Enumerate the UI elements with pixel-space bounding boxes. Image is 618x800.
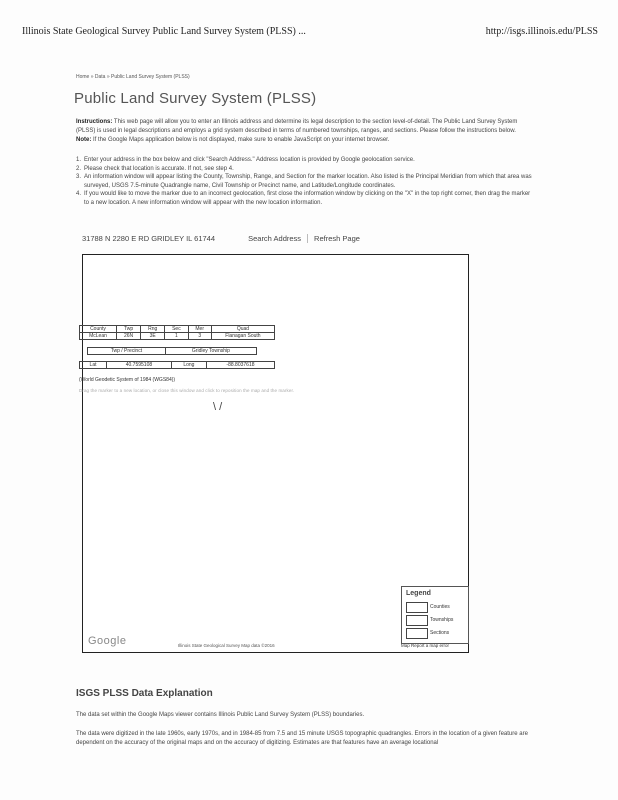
instructions-paragraph — [76, 118, 528, 145]
table-row — [88, 348, 257, 355]
instructions-text: This web page will allow you to enter an Illinois address and determine its legal description to the section level-of-detail. The Public Land Survey System (PLSS) is used in legal descriptions and employs a grid system described in terms of numbered townships, ranges, and sections. Please follow the instructions below. — [76, 119, 518, 134]
table-cell: Twp / Precinct — [88, 348, 166, 355]
legend-swatch-icon — [406, 602, 428, 613]
table-cell: 26N — [116, 333, 140, 340]
township-table — [87, 347, 257, 355]
datum-note: (World Geodetic System of 1984 (WGS84)) — [79, 377, 176, 383]
table-row — [80, 333, 275, 340]
note-text: If the Google Maps application below is not displayed, make sure to enable JavaScript on your internet browser. — [91, 137, 390, 143]
print-page-url[interactable]: http://isgs.illinois.edu/PLSS — [485, 26, 598, 37]
section-title: ISGS PLSS Data Explanation — [76, 688, 213, 699]
table-header-cell: County — [80, 326, 117, 333]
table-cell: 3 — [188, 333, 211, 340]
instruction-steps — [76, 156, 532, 208]
explanation-paragraph: The data set within the Google Maps viewer contains Illinois Public Land Survey System (PLSS) boundaries. — [76, 712, 365, 718]
step-item: 1. Enter your address in the box below and click "Search Address." Address location is provided by Google geolocation service. — [76, 157, 415, 163]
table-cell: 40.7595108 — [107, 362, 172, 369]
address-input[interactable]: 31788 N 2280 E RD GRIDLEY IL 61744 — [82, 234, 216, 243]
table-cell: Flanagan South — [211, 333, 274, 340]
table-cell: -88.8037618 — [206, 362, 274, 369]
map-marker-icon[interactable]: \ / — [213, 401, 223, 413]
step-item: 4. If you would like to move the marker due to an incorrect geolocation, first close the information window by clicking on the "X" in the top right corner, then drag the marker to a new location. A new information window will appear with the new location information. — [76, 191, 531, 206]
page-title: Public Land Survey System (PLSS) — [74, 90, 317, 107]
plss-info-table — [79, 325, 275, 340]
table-cell: Long — [171, 362, 206, 369]
print-page-title: Illinois State Geological Survey Public Land Survey System (PLSS) ... — [22, 26, 306, 37]
coordinates-table — [79, 361, 275, 369]
refresh-page-button[interactable]: Refresh Page — [314, 234, 360, 243]
google-logo[interactable]: Google — [88, 635, 127, 647]
table-cell: 3E — [141, 333, 165, 340]
table-header-cell: Quad — [211, 326, 274, 333]
map-attribution: Illinois State Geological Survey Map data ©2016 — [178, 643, 275, 648]
table-cell: 1 — [165, 333, 188, 340]
note-lead: Note: — [76, 137, 92, 143]
search-address-button[interactable]: Search Address — [248, 234, 308, 243]
map-viewer[interactable] — [79, 254, 469, 653]
breadcrumb[interactable]: Home » Data » Public Land Survey System (PLSS) — [76, 74, 190, 80]
map-legend: Legend Counties Townships Sections — [401, 586, 469, 644]
table-row — [80, 362, 275, 369]
table-cell: Lat — [80, 362, 107, 369]
print-header — [22, 26, 598, 42]
search-row — [82, 234, 360, 243]
table-cell: Gridley Township — [165, 348, 256, 355]
table-header-cell: Sec — [165, 326, 188, 333]
table-header-cell: Twp — [116, 326, 140, 333]
explanation-paragraph: The data were digitized in the late 1960s, early 1970s, and in 1984-85 from 7.5 and 15 minute USGS topographic quadrangles. Errors in the location of a given feature are dependent on the accuracy of the original maps and on the accuracy of digitizing. Estimates are that features have an average locational — [76, 731, 528, 746]
legend-swatch-icon — [406, 615, 428, 626]
step-item: 3. An information window will appear listing the County, Township, Range, and Section for the marker location. Also listed is the Principal Meridian from which that area was surveyed, USGS 7.5-minute Quadrangle name, Civil Township or Precinct name, and Latitude/Longitude coordinates. — [76, 174, 532, 189]
report-map-error-link[interactable]: Map Report a map error — [401, 643, 450, 648]
legend-title: Legend — [406, 590, 431, 597]
table-row — [80, 326, 275, 333]
drag-hint-text: Drag the marker to a new location, or close this window and click to reposition the map and the marker. — [79, 388, 295, 393]
legend-swatch-icon — [406, 628, 428, 639]
table-header-cell: Rng — [141, 326, 165, 333]
table-header-cell: Mer — [188, 326, 211, 333]
step-item: 2. Please check that location is accurate. If not, see step 4. — [76, 165, 234, 172]
table-cell: McLean — [80, 333, 117, 340]
instructions-lead: Instructions: — [76, 119, 113, 125]
